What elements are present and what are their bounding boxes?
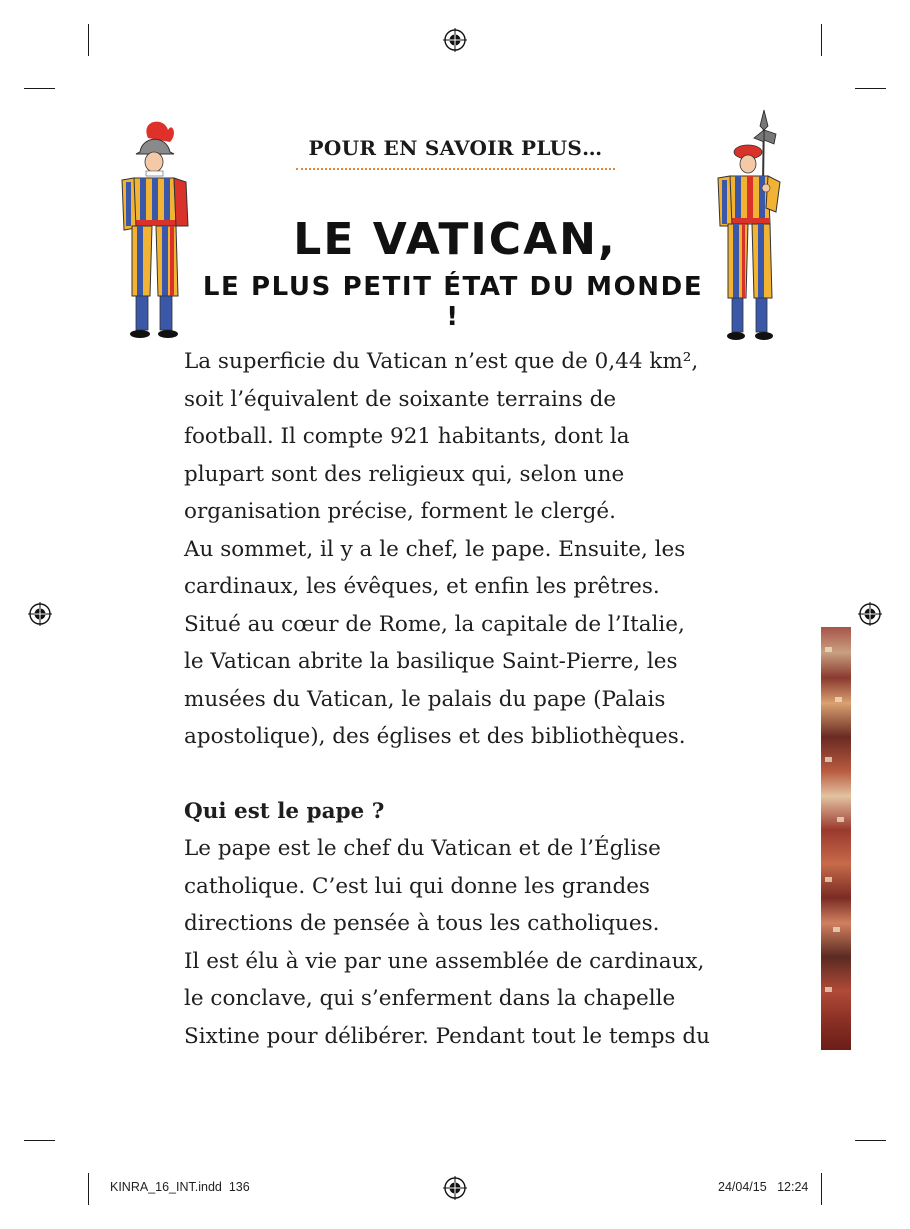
registration-mark-icon — [858, 602, 882, 626]
crop-mark — [821, 24, 822, 56]
text-line: musées du Vatican, le palais du pape (Palais — [184, 686, 666, 712]
text-line: cardinaux, les évêques, et enfin les prêtres. — [184, 574, 660, 599]
text-line: football. Il compte 921 habitants, dont la — [184, 424, 630, 449]
page-number: 136 — [228, 1180, 250, 1194]
file-name: KINRA_16_INT.indd — [110, 1180, 222, 1194]
page-title: LE VATICAN, — [293, 214, 617, 265]
page-subtitle: LE PLUS PETIT ÉTAT DU MONDE ! — [202, 272, 704, 332]
text-line: La superficie du Vatican n’est que de 0,44 km², — [184, 349, 699, 374]
registration-mark-icon — [28, 602, 52, 626]
registration-mark-icon — [443, 28, 467, 52]
text-line: soit l’équivalent de soixante terrains de — [184, 386, 617, 412]
time: 12:24 — [777, 1180, 809, 1194]
kicker-underline — [296, 168, 615, 170]
slug-date — [718, 1180, 808, 1194]
registration-mark-icon — [443, 1176, 467, 1200]
paragraph-pope — [184, 830, 744, 1055]
crop-mark — [24, 1140, 55, 1141]
text-line: le Vatican abrite la basilique Saint-Pierre, les — [184, 649, 678, 674]
text-line: Situé au cœur de Rome, la capitale de l’Italie, — [184, 611, 685, 637]
text-line: plupart sont des religieux qui, selon une — [184, 461, 625, 487]
text-line: organisation précise, forment le clergé. — [184, 499, 616, 524]
slug-file — [110, 1180, 250, 1194]
paragraph-vatican — [184, 343, 744, 756]
swiss-guard-left-illustration — [110, 116, 200, 342]
text-line: directions de pensée à tous les catholiques. — [184, 911, 660, 936]
rome-photo-strip — [821, 627, 851, 1050]
text-line: le conclave, qui s’enferment dans la chapelle — [184, 986, 676, 1011]
text-line: catholique. C’est lui qui donne les grandes — [184, 873, 650, 899]
text-line: apostolique), des églises et des bibliothèques. — [184, 724, 686, 749]
text-line: Le pape est le chef du Vatican et de l’Église — [184, 836, 661, 861]
crop-mark — [821, 1173, 822, 1205]
crop-mark — [88, 24, 89, 56]
section-kicker: POUR EN SAVOIR PLUS… — [308, 136, 603, 160]
crop-mark — [855, 88, 886, 89]
crop-mark — [855, 1140, 886, 1141]
date: 24/04/15 — [718, 1180, 767, 1194]
swiss-guard-right-illustration — [710, 108, 796, 344]
text-line: Sixtine pour délibérer. Pendant tout le temps du — [184, 1023, 710, 1049]
text-line: Il est élu à vie par une assemblée de cardinaux, — [184, 948, 705, 974]
subheading-pope: Qui est le pape ? — [184, 799, 385, 824]
crop-mark — [24, 88, 55, 89]
crop-mark — [88, 1173, 89, 1205]
text-line: Au sommet, il y a le chef, le pape. Ensuite, les — [184, 536, 686, 562]
